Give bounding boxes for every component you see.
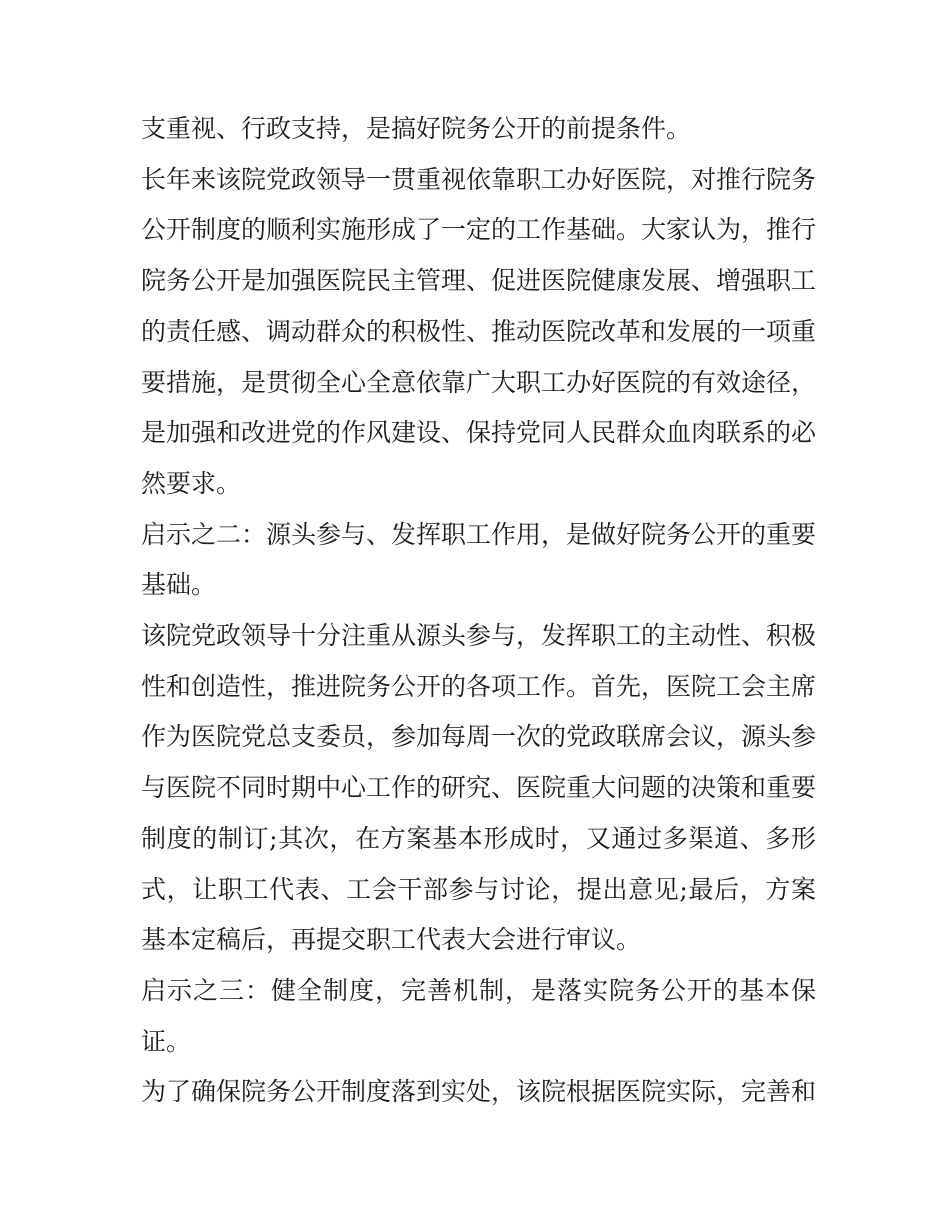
heading-insight-two: 启示之二：源头参与、发挥职工作用，是做好院务公开的重要基础。 — [141, 519, 817, 600]
heading-insight-three: 启示之三：健全制度，完善机制，是落实院务公开的基本保证。 — [141, 975, 816, 1056]
document-body — [141, 104, 816, 1118]
paragraph-intro-continuation: 支重视、行政支持，是搞好院务公开的前提条件。 — [141, 114, 692, 143]
paragraph-system-implementation: 为了确保院务公开制度落到实处，该院根据医院实际，完善和 — [141, 1077, 817, 1107]
paragraph-leadership-emphasis: 长年来该院党政领导一贯重视依靠职工办好医院，对推行院务公开制度的顺利实施形成了一定的工作基础。大家认为，推行院务公开是加强医院民主管理、促进医院健康发展、增强职工的责任感、调动群众的积极性、推动医院改革和发展的一项重要措施，是贯彻全心全意依靠广大职工办好医院的有效途径，是加强和改进党的作风建设、保持党同人民群众血肉联系的必然要求。 — [141, 164, 817, 498]
paragraph-source-participation: 该院党政领导十分注重从源头参与，发挥职工的主动性、积极性和创造性，推进院务公开的各项工作。首先，医院工会主席作为医院党总支委员，参加每周一次的党政联席会议，源头参与医院不同时期中心工作的研究、医院重大问题的决策和重要制度的制订;其次，在方案基本形成时，又通过多渠道、多形式，让职工代表、工会干部参与讨论，提出意见;最后，方案基本定稿后，再提交职工代表大会进行审议。 — [141, 621, 817, 955]
